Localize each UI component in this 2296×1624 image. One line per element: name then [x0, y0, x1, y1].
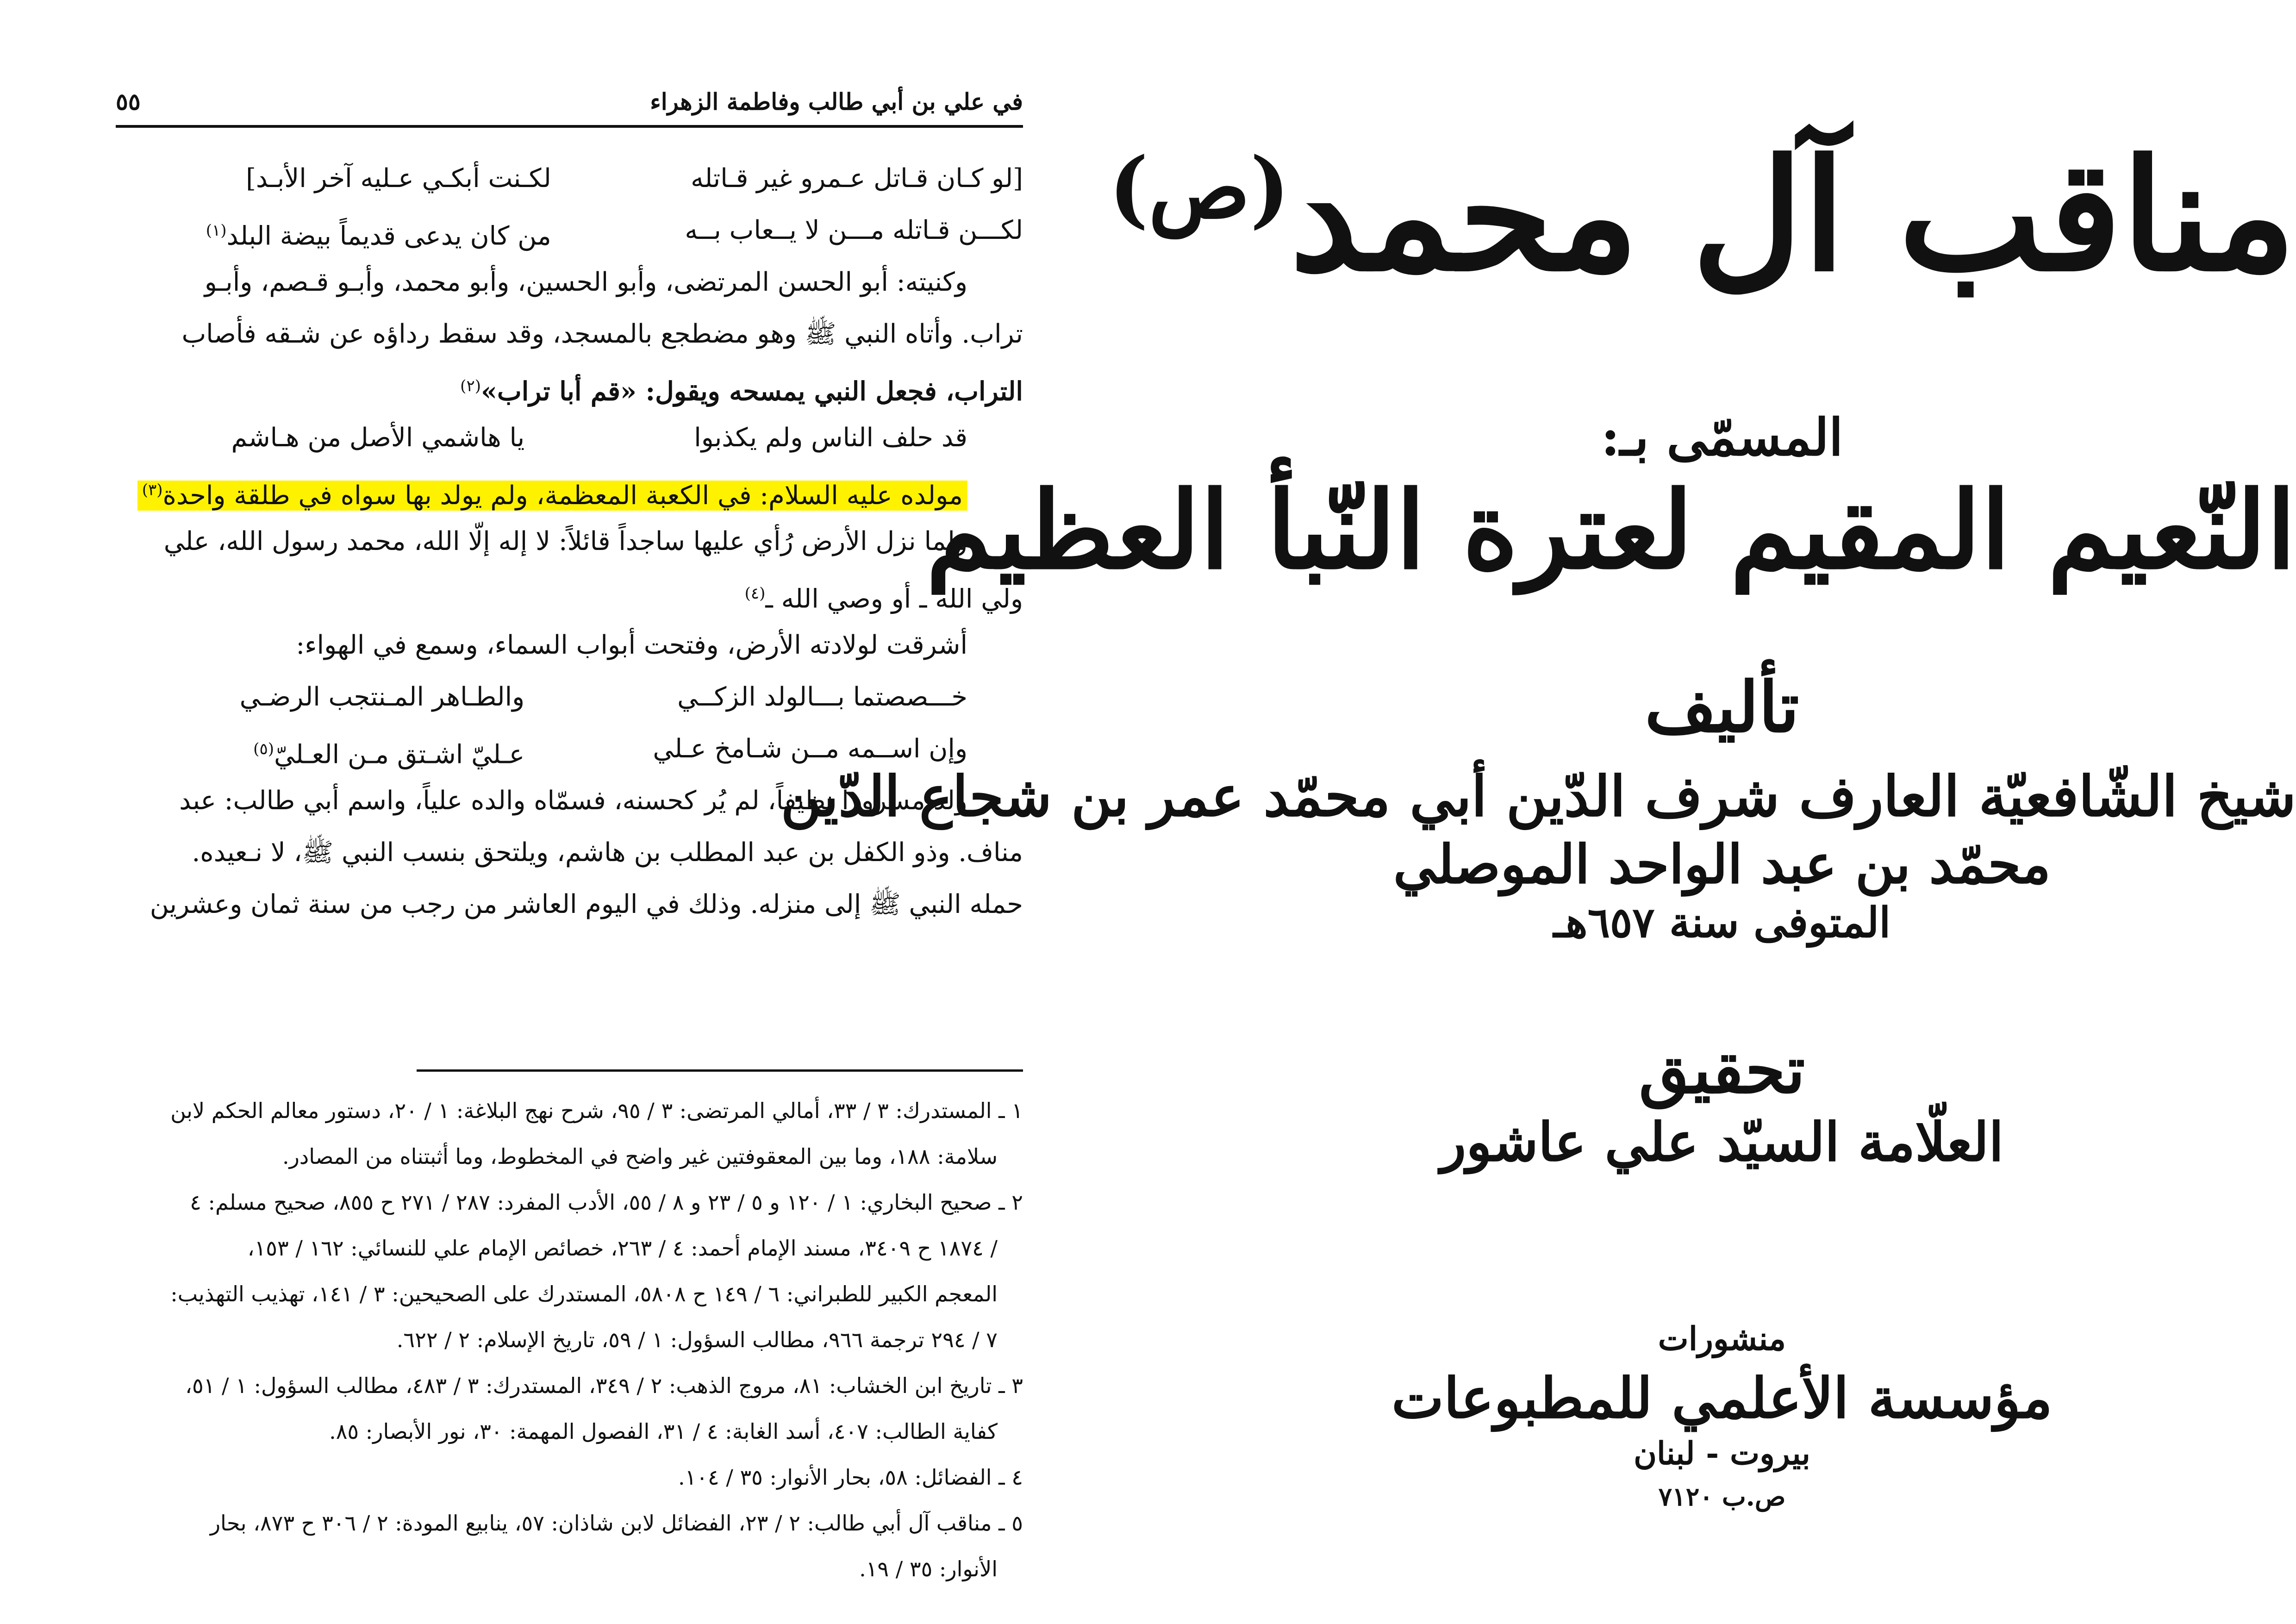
- verse-3: [116, 412, 1023, 464]
- verse-4-second-hemistich: والطـاهر المـنتجب الرضـي: [239, 682, 525, 712]
- highlighted-text: مولده عليه السلام: في الكعبة المعظمة، ولم يولد بها سواه في طلقة واحدة: [162, 480, 963, 511]
- footnote-2-line-4: ٧ / ٢٩٤ ترجمة ٩٦٦، مطالب السؤول: ١ / ٥٩، تاريخ الإسلام: ٢ / ٦٢٢.: [396, 1327, 998, 1352]
- verse-5-first-hemistich: وإن اســمه مــن شـامخ عـلي: [653, 734, 967, 764]
- footnote-2-line-2: / ١٨٧٤ ح ٣٤٠٩، مسند الإمام أحمد: ٤ / ٢٦٣، خصائص الإمام علي للنسائي: ١٦٢ / ١٥٣،: [247, 1236, 998, 1261]
- footnote-3-line-2: كفاية الطالب: ٤٠٧، أسد الغابة: ٤ / ٣١، الفصول المهمة: ٣٠، نور الأبصار: ٨٥.: [329, 1419, 998, 1444]
- publisher-place: بيروت - لبنان: [1634, 1435, 1810, 1472]
- editor-name: العلّامة السيّد علي عاشور: [1440, 1111, 2004, 1174]
- paragraph-2-line-2: ولي الله ـ أو وصي الله ـ: [765, 584, 1023, 614]
- footnote-1-line-2: سلامة: ١٨٨، وما بين المعقوفتين غير واضح في المخطوط، وما أثبتناه من المصادر.: [282, 1144, 998, 1169]
- verse-2-second-hemistich: من كان يدعى قديماً بيضة البلد: [226, 221, 551, 251]
- footnote-1-line-1: ١ ـ المستدرك: ٣ / ٣٣، أمالي المرتضى: ٣ / ٩٥، شرح نهج البلاغة: ١ / ٢٠، دستور معالم الحكم لابن: [170, 1098, 1023, 1123]
- author-line-1: شيخ الشّافعيّة العارف شرف الدّين أبي محمّد عمر بن شجاع الدّين: [780, 764, 2296, 829]
- publisher-name: مؤسسة الأعلمي للمطبوعات: [1391, 1366, 2053, 1431]
- verse-2-first-hemistich: لكـــن قـاتله مـــن لا يــعاب بــه: [685, 215, 1023, 245]
- footnote-2-line-3: المعجم الكبير للطبراني: ٦ / ١٤٩ ح ٥٨٠٨، المستدرك على الصحيحين: ٣ / ١٤١، تهذيب التهذيب:: [170, 1281, 998, 1306]
- footnote-ref-4: (٤): [744, 584, 766, 603]
- publisher-po-box: ص.ب ٧١٢٠: [1658, 1481, 1786, 1512]
- footnote-4: ٤ ـ الفضائل: ٥٨، بحار الأنوار: ٣٥ / ١٠٤.: [678, 1465, 1023, 1490]
- page-number: ٥٥: [116, 88, 141, 115]
- footnotes: [116, 1088, 1023, 1592]
- paragraph-1-line-2: تراب. وأتاه النبي ﷺ وهو مضطجع بالمسجد، وقد سقط رداؤه عن شـقه فأصاب: [181, 319, 1023, 349]
- sallam-mark: (ص): [1109, 139, 1290, 237]
- verse-1-second-hemistich: لكـنت أبكـي عـليه آخر الأبـد]: [246, 163, 551, 194]
- paragraph-2-line-2-wrap: [116, 568, 1023, 619]
- named-label: المسمّى بـ:: [1601, 407, 1843, 467]
- paragraph-3: أشرقت لولادته الأرض، وفتحت أبواب السماء، وسمع في الهواء:: [296, 630, 967, 660]
- footnote-ref-1: (١): [206, 221, 227, 240]
- footnote-ref-5: (٥): [253, 740, 274, 758]
- publications-label: منشورات: [1658, 1319, 1786, 1358]
- author-line-2: محمّد بن عبد الواحد الموصلي: [1393, 833, 2051, 896]
- paragraph-2-line-1: ولما نزل الأرض رُأي عليها ساجداً قائلاً: لا إله إلّا الله، محمد رسول الله، علي: [163, 526, 967, 556]
- paragraph-4-line-2: مناف. وذو الكفل بن عبد المطلب بن هاشم، ويلتحق بنسب النبي ﷺ، لا نـعيده.: [192, 837, 1023, 868]
- footnote-5-line-1: ٥ ـ مناقب آل أبي طالب: ٢ / ٢٣، الفضائل لابن شاذان: ٥٧، ينابيع المودة: ٢ / ٣٠٦ ح ٨٧٣، بحار: [210, 1511, 1023, 1536]
- paragraph-4-line-3: حمله النبي ﷺ إلى منزله. وذلك في اليوم العاشر من رجب من سنة ثمان وعشرين: [150, 889, 1023, 919]
- paragraph-4-line-1: ولد مسروراً نظيفاً، لم يُر كحسنه، فسمّاه والده علياً، واسم أبي طالب: عبد: [179, 786, 967, 816]
- book-title-wrap: [1109, 125, 2296, 305]
- verse-3-first-hemistich: قد حلف الناس ولم يكذبوا: [694, 423, 967, 453]
- verse-1: [116, 153, 1023, 205]
- footnote-divider: [417, 1069, 1023, 1072]
- verse-2-second-hemistich-wrap: [116, 205, 551, 256]
- paragraph-1-line-3-wrap: [116, 360, 1023, 412]
- running-title: في علي بن أبي طالب وفاطمة الزهراء: [650, 88, 1023, 115]
- verse-5-second-hemistich: عـليّ اشـتق مـن العـليّ: [274, 739, 525, 770]
- verse-2: [116, 205, 1023, 256]
- editing-label: تحقيق: [1639, 1032, 1805, 1108]
- verse-4-first-hemistich: خـــصصتما بـــالولد الزكــي: [677, 682, 967, 712]
- highlighted-line-wrap: [116, 464, 1023, 516]
- paragraph-1-line-1: وكنيته: أبو الحسن المرتضى، وأبو الحسين، وأبو محمد، وأبـو قـصم، وأبـو: [204, 267, 967, 297]
- highlighted-line: [137, 481, 967, 511]
- death-date: المتوفى سنة ٦٥٧هـ: [1553, 898, 1891, 947]
- verse-5-second-hemistich-wrap: [116, 723, 524, 775]
- book-subtitle: النّعيم المقيم لعترة النّبأ العظيم: [926, 468, 2296, 593]
- footnote-ref-3: (٣): [142, 481, 163, 499]
- running-header: [116, 83, 1023, 128]
- paragraph-1-line-3: التراب، فجعل النبي يمسحه ويقول: «قم أبا تراب»: [480, 376, 1023, 407]
- footnote-2-line-1: ٢ ـ صحيح البخاري: ١ / ١٢٠ و ٥ / ٢٣ و ٨ / ٥٥، الأدب المفرد: ٢٨٧ / ٢٧١ ح ٨٥٥، صحيح مسلم: ٤: [190, 1190, 1023, 1215]
- footnote-ref-2: (٢): [460, 377, 481, 395]
- verse-4: [116, 671, 1023, 723]
- authorship-label: تأليف: [1645, 667, 1799, 748]
- book-title: مناقب آل محمد: [1290, 125, 2296, 305]
- footnote-3-line-1: ٣ ـ تاريخ ابن الخشاب: ٨١، مروج الذهب: ٢ / ٣٤٩، المستدرك: ٣ / ٤٨٣، مطالب السؤول: ١ / ٥١،: [185, 1373, 1023, 1398]
- footnote-5-line-2: الأنوار: ٣٥ / ١٩.: [859, 1556, 998, 1581]
- verse-3-second-hemistich: يا هاشمي الأصل من هـاشم: [231, 423, 525, 453]
- verse-1-first-hemistich: [لو كـان قـاتل عـمرو غير قـاتله: [691, 163, 1023, 194]
